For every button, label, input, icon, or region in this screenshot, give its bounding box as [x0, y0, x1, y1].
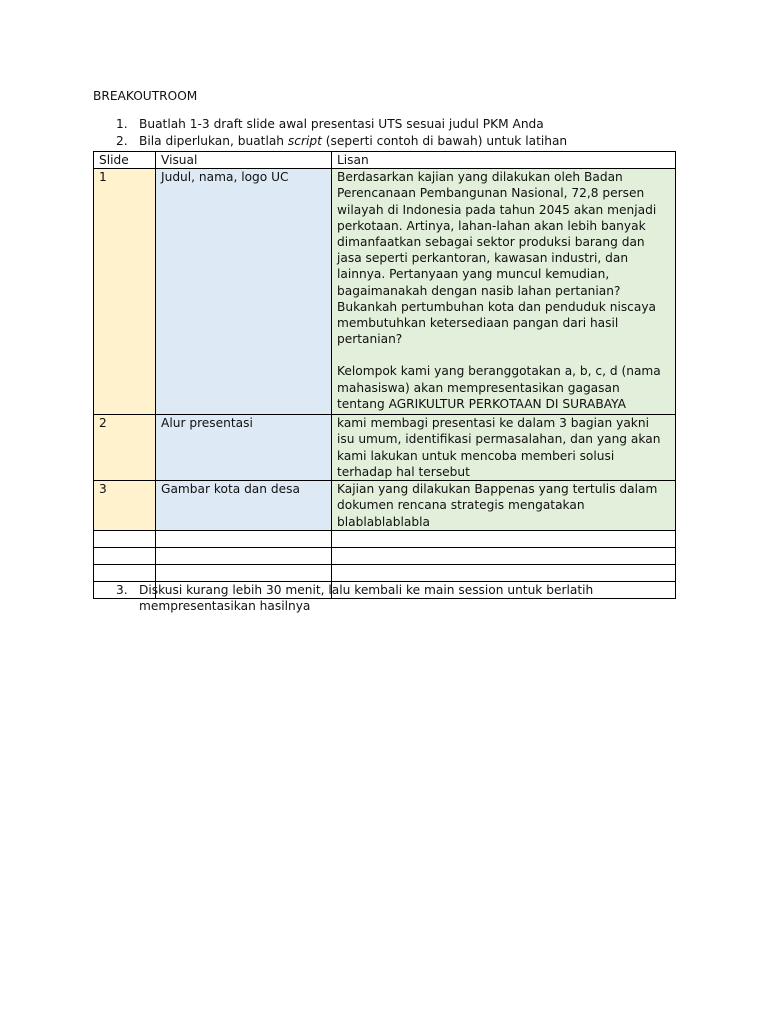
table-row	[94, 415, 676, 481]
empty-table-row	[94, 530, 676, 547]
cell-slide: 1	[94, 169, 156, 415]
step-text: Diskusi kurang lebih 30 menit, lalu kembali ke main session untuk berlatih mempresentasikan hasilnya	[139, 583, 594, 614]
table-row	[94, 169, 676, 415]
cell-lisan	[332, 169, 676, 415]
cell-lisan: kami membagi presentasi ke dalam 3 bagian yakni isu umum, identifikasi permasalahan, dan yang akan kami lakukan untuk mencoba memberi solusi terhadap hal tersebut	[332, 415, 676, 481]
step-text-after: (seperti contoh di bawah) untuk latihan	[321, 134, 568, 148]
header-slide: Slide	[94, 152, 156, 169]
empty-table-row	[94, 547, 676, 564]
cell-slide: 3	[94, 481, 156, 531]
cell-lisan: Kajian yang dilakukan Bappenas yang tertulis dalam dokumen rencana strategis mengatakan blablablablabla	[332, 481, 676, 531]
lisan-paragraph-1: Berdasarkan kajian yang dilakukan oleh Badan Perencanaan Pembangunan Nasional, 72,8 persen wilayah di Indonesia pada tahun 2045 akan menjadi perkotaan. Artinya, lahan-lahan akan lebih banyak dimanfaatkan sebagai sektor produksi barang dan jasa seperti perkantoran, kawasan industri, dan lainnya. Pertanyaan yang muncul kemudian, bagaimanakah dengan nasib lahan pertanian? Bukankah pertumbuhan kota dan penduduk niscaya membutuhkan ketersediaan pangan dari hasil pertanian?	[337, 170, 657, 347]
table-row	[94, 481, 676, 531]
header-visual: Visual	[156, 152, 332, 169]
step-number: 1.	[116, 117, 128, 131]
step-number: 3.	[116, 583, 128, 597]
document-title: BREAKOUTROOM	[93, 89, 198, 103]
step-text	[139, 133, 567, 149]
step-text-before: Bila diperlukan, buatlah	[139, 134, 288, 148]
cell-visual: Gambar kota dan desa	[156, 481, 332, 531]
empty-table-row	[94, 564, 676, 581]
presentation-script-table	[93, 151, 676, 599]
step-number: 2.	[116, 134, 128, 148]
header-lisan: Lisan	[332, 152, 676, 169]
table-header-row	[94, 152, 676, 169]
lisan-paragraph-2: Kelompok kami yang beranggotakan a, b, c, d (nama mahasiswa) akan mempresentasikan gagasan tentang AGRIKULTUR PERKOTAAN DI SURABAYA	[337, 364, 661, 411]
step-text: Buatlah 1-3 draft slide awal presentasi UTS sesuai judul PKM Anda	[139, 117, 544, 131]
cell-slide: 2	[94, 415, 156, 481]
cell-visual: Judul, nama, logo UC	[156, 169, 332, 415]
step-text-italic: script	[287, 134, 322, 148]
cell-visual: Alur presentasi	[156, 415, 332, 481]
